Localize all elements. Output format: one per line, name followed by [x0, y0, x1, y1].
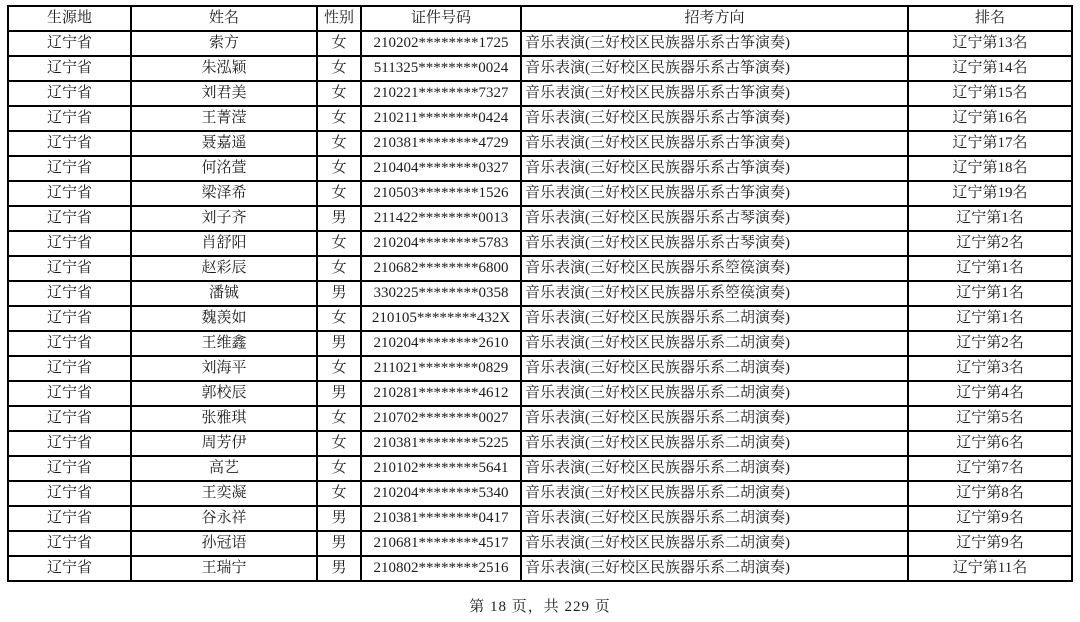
- table-cell: 音乐表演(三好校区民族器乐系二胡演奏): [521, 406, 908, 431]
- table-cell: 刘海平: [131, 356, 317, 381]
- table-cell: 音乐表演(三好校区民族器乐系古筝演奏): [521, 31, 908, 56]
- table-cell: 音乐表演(三好校区民族器乐系箜篌演奏): [521, 281, 908, 306]
- table-cell: 音乐表演(三好校区民族器乐系二胡演奏): [521, 531, 908, 556]
- table-cell: 刘子齐: [131, 206, 317, 231]
- table-cell: 女: [317, 256, 361, 281]
- table-row: [8, 181, 1072, 206]
- table-cell: 辽宁省: [8, 331, 131, 356]
- table-cell: 210681********4517: [361, 531, 521, 556]
- table-cell: 音乐表演(三好校区民族器乐系二胡演奏): [521, 456, 908, 481]
- table-header-row: [8, 6, 1072, 31]
- table-row: [8, 406, 1072, 431]
- table-cell: 女: [317, 31, 361, 56]
- table-row: [8, 481, 1072, 506]
- table-row: [8, 106, 1072, 131]
- table-cell: 音乐表演(三好校区民族器乐系二胡演奏): [521, 356, 908, 381]
- table-cell: 音乐表演(三好校区民族器乐系二胡演奏): [521, 556, 908, 581]
- table-cell: 女: [317, 431, 361, 456]
- table-row: [8, 356, 1072, 381]
- table-cell: 辽宁第13名: [908, 31, 1072, 56]
- table-cell: 女: [317, 356, 361, 381]
- table-row: [8, 156, 1072, 181]
- table-cell: 210102********5641: [361, 456, 521, 481]
- table-cell: 男: [317, 556, 361, 581]
- table-cell: 辽宁第1名: [908, 281, 1072, 306]
- table-cell: 女: [317, 156, 361, 181]
- table-cell: 辽宁第6名: [908, 431, 1072, 456]
- table-cell: 210204********2610: [361, 331, 521, 356]
- table-row: [8, 31, 1072, 56]
- table-cell: 辽宁第1名: [908, 306, 1072, 331]
- table-cell: 女: [317, 81, 361, 106]
- table-cell: 辽宁省: [8, 181, 131, 206]
- table-cell: 210381********5225: [361, 431, 521, 456]
- table-cell: 辽宁第7名: [908, 456, 1072, 481]
- table-cell: 张雅琪: [131, 406, 317, 431]
- table-cell: 辽宁第9名: [908, 506, 1072, 531]
- table-cell: 音乐表演(三好校区民族器乐系古筝演奏): [521, 81, 908, 106]
- table-cell: 辽宁第17名: [908, 131, 1072, 156]
- table-cell: 辽宁第15名: [908, 81, 1072, 106]
- table-cell: 男: [317, 381, 361, 406]
- table-cell: 辽宁第9名: [908, 531, 1072, 556]
- table-cell: 男: [317, 531, 361, 556]
- table-cell: 孙冠语: [131, 531, 317, 556]
- table-row: [8, 131, 1072, 156]
- table-cell: 何洺萱: [131, 156, 317, 181]
- table-cell: 辽宁省: [8, 481, 131, 506]
- admission-rank-table: [7, 5, 1073, 582]
- table-cell: 210381********4729: [361, 131, 521, 156]
- table-cell: 210381********0417: [361, 506, 521, 531]
- page-number-indicator: 第 18 页，共 229 页: [469, 599, 611, 615]
- table-cell: 赵彩辰: [131, 256, 317, 281]
- table-cell: 210202********1725: [361, 31, 521, 56]
- column-header: 招考方向: [521, 6, 908, 31]
- table-cell: 女: [317, 481, 361, 506]
- table-cell: 音乐表演(三好校区民族器乐系古琴演奏): [521, 231, 908, 256]
- table-cell: 音乐表演(三好校区民族器乐系二胡演奏): [521, 481, 908, 506]
- table-cell: 辽宁省: [8, 256, 131, 281]
- table-cell: 辽宁第11名: [908, 556, 1072, 581]
- table-cell: 肖舒阳: [131, 231, 317, 256]
- table-cell: 辽宁省: [8, 556, 131, 581]
- table-cell: 210204********5783: [361, 231, 521, 256]
- table-cell: 辽宁省: [8, 281, 131, 306]
- table-body: [8, 31, 1072, 581]
- table-cell: 210221********7327: [361, 81, 521, 106]
- table-cell: 男: [317, 281, 361, 306]
- table-cell: 210211********0424: [361, 106, 521, 131]
- table-cell: 女: [317, 106, 361, 131]
- table-cell: 210281********4612: [361, 381, 521, 406]
- table-cell: 辽宁省: [8, 231, 131, 256]
- table-cell: 330225********0358: [361, 281, 521, 306]
- table-cell: 辽宁第14名: [908, 56, 1072, 81]
- table-cell: 女: [317, 181, 361, 206]
- table-cell: 音乐表演(三好校区民族器乐系古筝演奏): [521, 56, 908, 81]
- table-row: [8, 556, 1072, 581]
- table-cell: 辽宁省: [8, 106, 131, 131]
- table-cell: 211021********0829: [361, 356, 521, 381]
- table-cell: 女: [317, 456, 361, 481]
- table-cell: 辽宁第1名: [908, 256, 1072, 281]
- table-cell: 音乐表演(三好校区民族器乐系二胡演奏): [521, 331, 908, 356]
- table-cell: 王奕凝: [131, 481, 317, 506]
- table-cell: 音乐表演(三好校区民族器乐系箜篌演奏): [521, 256, 908, 281]
- table-cell: 辽宁省: [8, 381, 131, 406]
- table-cell: 210802********2516: [361, 556, 521, 581]
- table-cell: 周芳伊: [131, 431, 317, 456]
- table-cell: 女: [317, 231, 361, 256]
- table-cell: 音乐表演(三好校区民族器乐系二胡演奏): [521, 306, 908, 331]
- table-row: [8, 81, 1072, 106]
- table-cell: 辽宁省: [8, 81, 131, 106]
- table-cell: 男: [317, 206, 361, 231]
- table-row: [8, 281, 1072, 306]
- column-header: 证件号码: [361, 6, 521, 31]
- table-cell: 210503********1526: [361, 181, 521, 206]
- table-cell: 潘铖: [131, 281, 317, 306]
- table-cell: 辽宁第3名: [908, 356, 1072, 381]
- table-row: [8, 456, 1072, 481]
- table-cell: 辽宁省: [8, 156, 131, 181]
- table-row: [8, 306, 1072, 331]
- table-cell: 朱泓颖: [131, 56, 317, 81]
- column-header: 生源地: [8, 6, 131, 31]
- table-cell: 辽宁省: [8, 531, 131, 556]
- table-cell: 辽宁省: [8, 31, 131, 56]
- table-cell: 女: [317, 406, 361, 431]
- table-cell: 王瑞宁: [131, 556, 317, 581]
- table-row: [8, 231, 1072, 256]
- table-cell: 辽宁省: [8, 131, 131, 156]
- table-cell: 音乐表演(三好校区民族器乐系古琴演奏): [521, 206, 908, 231]
- table-cell: 魏羡如: [131, 306, 317, 331]
- table-cell: 音乐表演(三好校区民族器乐系古筝演奏): [521, 131, 908, 156]
- table-cell: 辽宁省: [8, 306, 131, 331]
- table-row: [8, 431, 1072, 456]
- table-row: [8, 331, 1072, 356]
- table-cell: 谷永祥: [131, 506, 317, 531]
- table-cell: 辽宁第18名: [908, 156, 1072, 181]
- table-cell: 高艺: [131, 456, 317, 481]
- table-row: [8, 256, 1072, 281]
- table-cell: 音乐表演(三好校区民族器乐系二胡演奏): [521, 431, 908, 456]
- table-cell: 辽宁第4名: [908, 381, 1072, 406]
- table-cell: 辽宁省: [8, 406, 131, 431]
- column-header: 性别: [317, 6, 361, 31]
- table-cell: 女: [317, 131, 361, 156]
- table-cell: 索方: [131, 31, 317, 56]
- column-header: 排名: [908, 6, 1072, 31]
- table-cell: 辽宁第8名: [908, 481, 1072, 506]
- table-cell: 聂嘉遥: [131, 131, 317, 156]
- table-cell: 郭校辰: [131, 381, 317, 406]
- table-cell: 刘君美: [131, 81, 317, 106]
- table-row: [8, 381, 1072, 406]
- table-row: [8, 206, 1072, 231]
- table-cell: 210105********432X: [361, 306, 521, 331]
- table-cell: 辽宁省: [8, 506, 131, 531]
- table-cell: 辽宁第19名: [908, 181, 1072, 206]
- table-cell: 音乐表演(三好校区民族器乐系古筝演奏): [521, 181, 908, 206]
- table-cell: 511325********0024: [361, 56, 521, 81]
- table-cell: 王菁滢: [131, 106, 317, 131]
- table-row: [8, 56, 1072, 81]
- table-cell: 音乐表演(三好校区民族器乐系二胡演奏): [521, 506, 908, 531]
- table-cell: 辽宁省: [8, 56, 131, 81]
- table-cell: 男: [317, 331, 361, 356]
- table-cell: 男: [317, 506, 361, 531]
- table-row: [8, 531, 1072, 556]
- table-cell: 辽宁省: [8, 206, 131, 231]
- column-header: 姓名: [131, 6, 317, 31]
- table-cell: 210682********6800: [361, 256, 521, 281]
- table-cell: 女: [317, 306, 361, 331]
- table-cell: 211422********0013: [361, 206, 521, 231]
- table-cell: 辽宁第2名: [908, 331, 1072, 356]
- table-cell: 辽宁第5名: [908, 406, 1072, 431]
- table-cell: 210204********5340: [361, 481, 521, 506]
- table-cell: 辽宁第1名: [908, 206, 1072, 231]
- table-cell: 辽宁省: [8, 431, 131, 456]
- table-cell: 210404********0327: [361, 156, 521, 181]
- table-cell: 音乐表演(三好校区民族器乐系古筝演奏): [521, 156, 908, 181]
- table-cell: 辽宁第16名: [908, 106, 1072, 131]
- table-cell: 音乐表演(三好校区民族器乐系二胡演奏): [521, 381, 908, 406]
- table-cell: 王维鑫: [131, 331, 317, 356]
- table-cell: 辽宁省: [8, 456, 131, 481]
- table-cell: 女: [317, 56, 361, 81]
- table-cell: 辽宁省: [8, 356, 131, 381]
- table-row: [8, 506, 1072, 531]
- table-cell: 210702********0027: [361, 406, 521, 431]
- table-cell: 音乐表演(三好校区民族器乐系古筝演奏): [521, 106, 908, 131]
- table-cell: 梁泽希: [131, 181, 317, 206]
- table-cell: 辽宁第2名: [908, 231, 1072, 256]
